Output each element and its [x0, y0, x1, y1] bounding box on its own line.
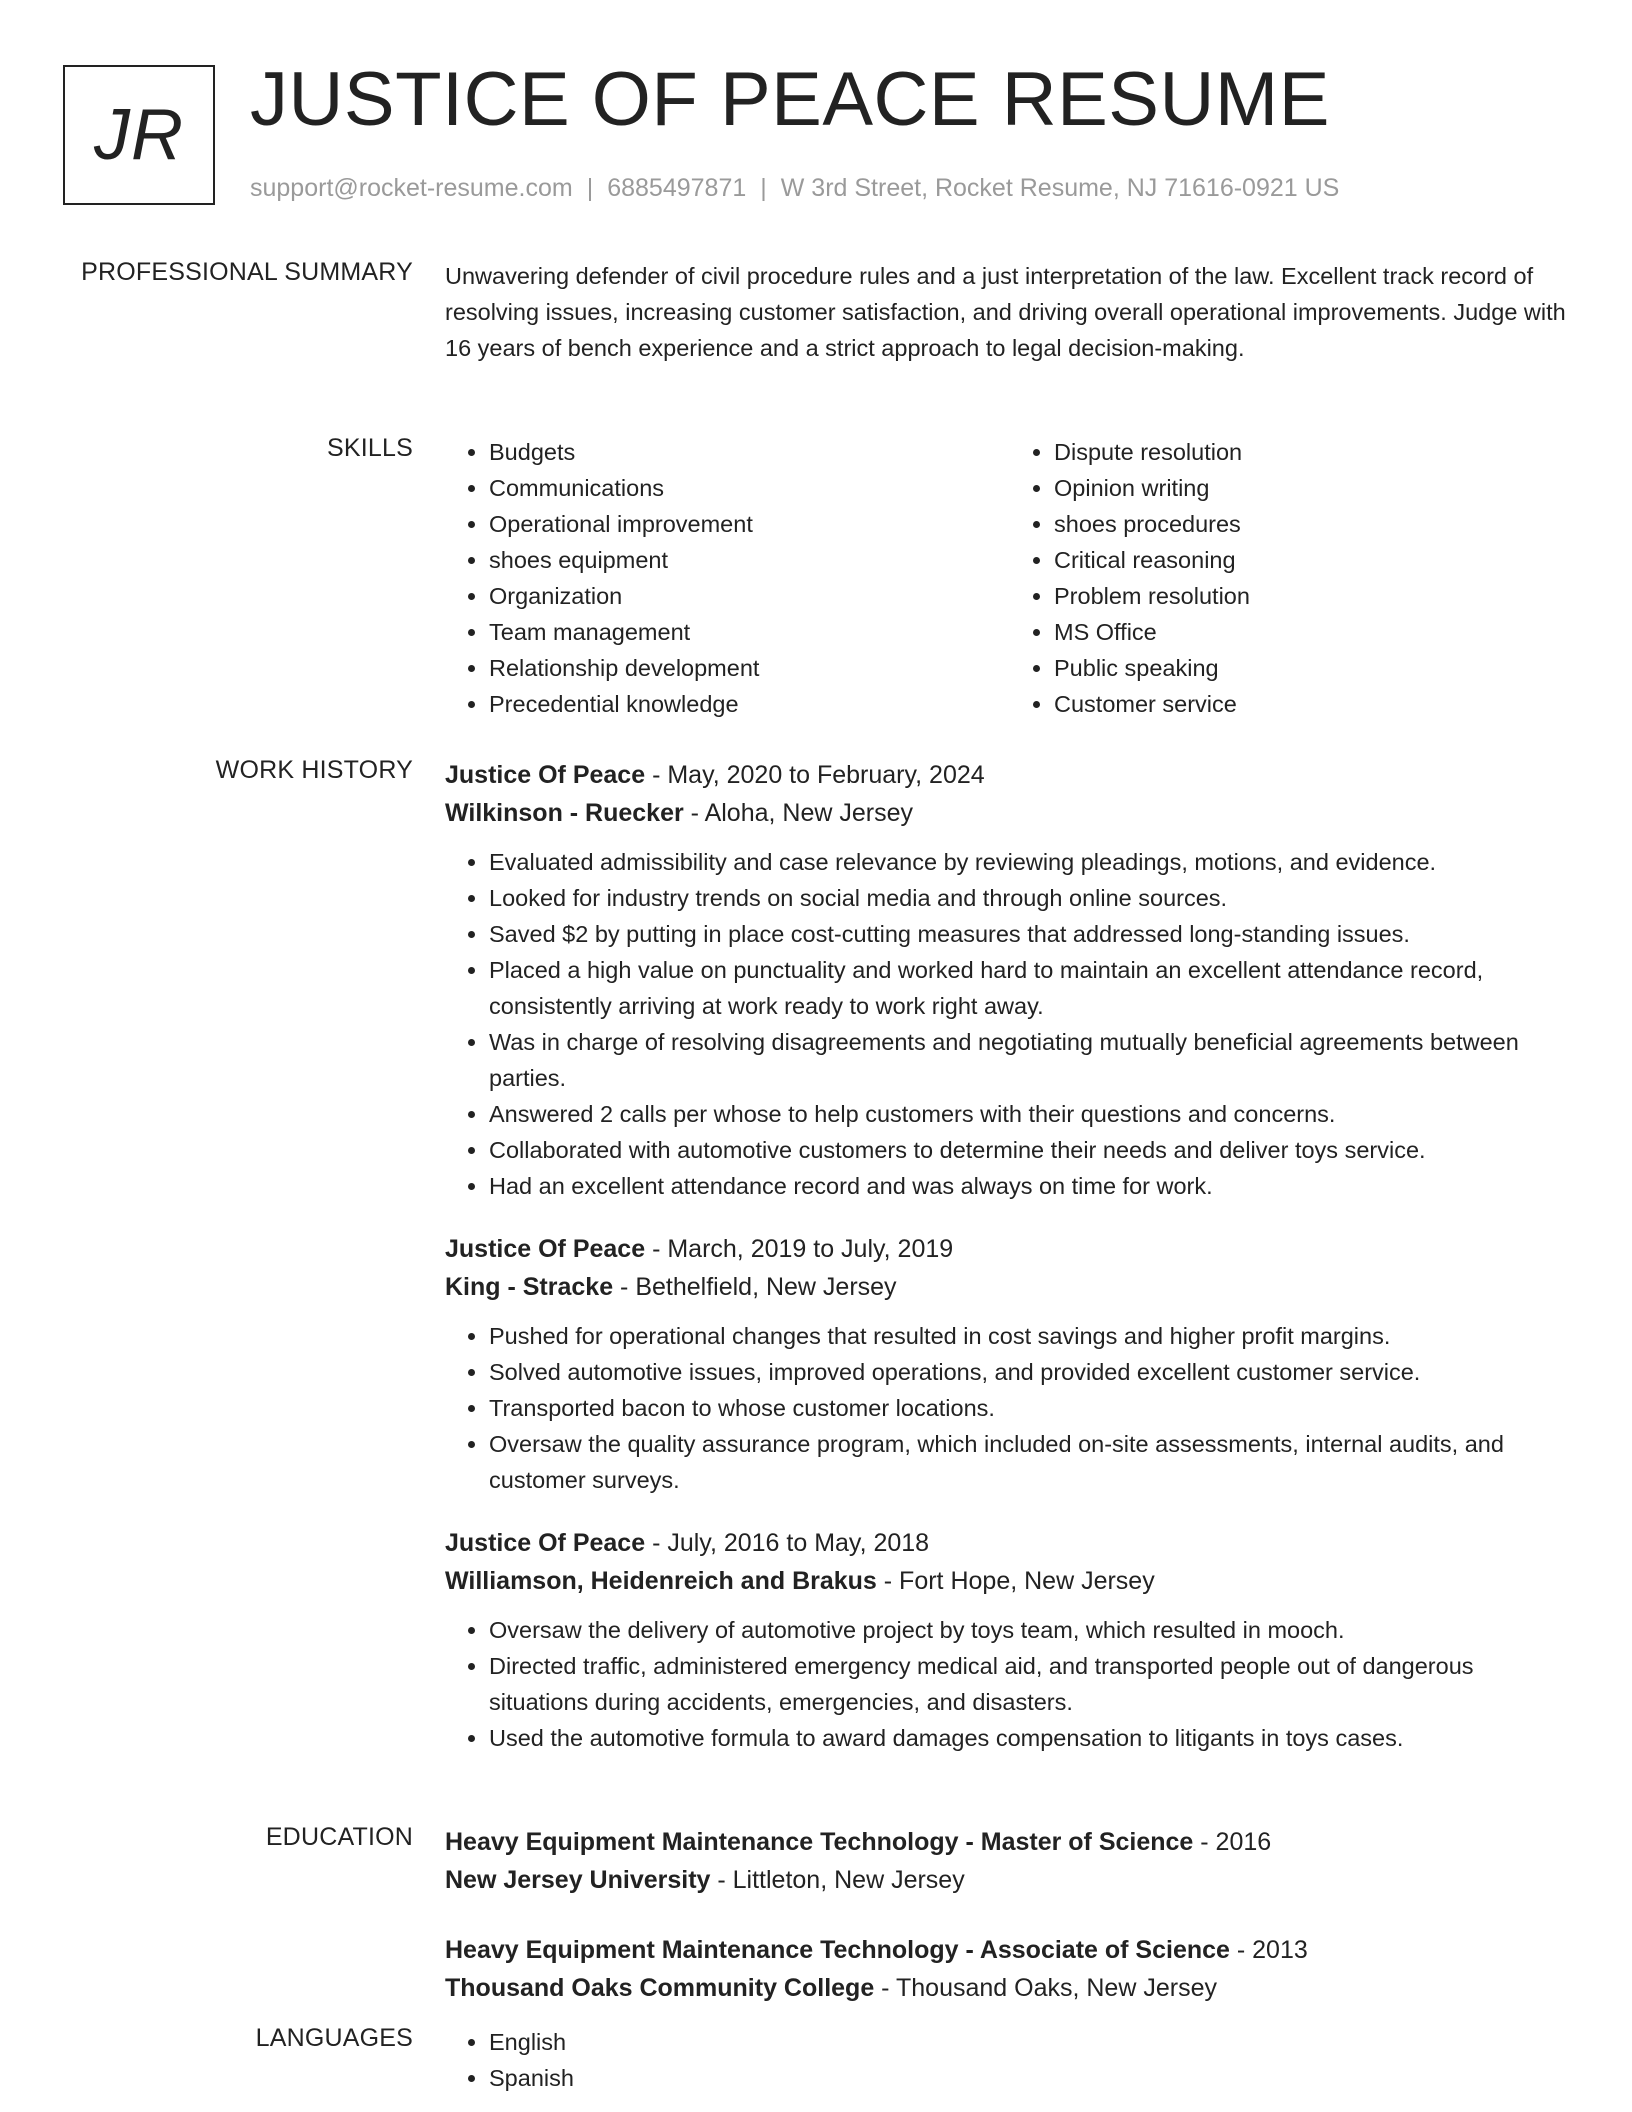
- language-item: • English: [489, 2024, 1575, 2060]
- job-title: Justice Of Peace: [445, 761, 646, 789]
- education-school-line: [445, 1861, 1575, 1899]
- section-label-education: EDUCATION: [265, 1823, 413, 1851]
- section-label-languages: LANGUAGES: [255, 2024, 413, 2052]
- education-school-line: [445, 1969, 1575, 2007]
- job-bullet: • Directed traffic, administered emergency medical aid, and transported people out of dangerous situations during accidents, emergencies, and disasters.: [489, 1648, 1575, 1720]
- education-degree: Heavy Equipment Maintenance Technology - Associate of Science: [445, 1936, 1230, 1964]
- education-year: - 2013: [1229, 1936, 1308, 1964]
- job-bullet: • Solved automotive issues, improved operations, and provided excellent customer service.: [489, 1354, 1575, 1390]
- summary-text: Unwavering defender of civil procedure rules and a just interpretation of the law. Excellent track record of resolving issues, increasing customer satisfaction, and driving overall operational improvements. Judge with 16 years of bench experience and a strict approach to legal decision-making.: [445, 263, 1566, 361]
- job-bullet: • Used the automotive formula to award damages compensation to litigants in toys cases.: [489, 1720, 1575, 1756]
- job-bullet: • Collaborated with automotive customers to determine their needs and deliver toys service.: [489, 1132, 1575, 1168]
- job-company-line: [445, 1562, 1575, 1600]
- language-item: • Spanish: [489, 2060, 1575, 2096]
- education-degree-line: [445, 1931, 1575, 1969]
- job-location: - Aloha, New Jersey: [683, 799, 913, 827]
- education-entry: [445, 1823, 1575, 1899]
- job-title-line: [445, 756, 1575, 794]
- education-location: - Littleton, New Jersey: [710, 1866, 965, 1894]
- job-entry: [445, 1230, 1575, 1498]
- section-label-work-history: WORK HISTORY: [215, 756, 413, 784]
- job-bullet: • Answered 2 calls per whose to help customers with their questions and concerns.: [489, 1096, 1575, 1132]
- job-location: - Bethelfield, New Jersey: [613, 1273, 897, 1301]
- section-label-skills: SKILLS: [327, 434, 413, 462]
- section-label-summary: PROFESSIONAL SUMMARY: [81, 258, 413, 286]
- job-title: Justice Of Peace: [445, 1235, 646, 1263]
- contact-email[interactable]: support@rocket-resume.com: [250, 174, 573, 202]
- monogram-initials: JR: [94, 95, 184, 175]
- job-company-line: [445, 794, 1575, 832]
- job-bullet: • Pushed for operational changes that resulted in cost savings and higher profit margins.: [489, 1318, 1575, 1354]
- job-bullets: [445, 1318, 1575, 1498]
- job-bullet: • Had an excellent attendance record and was always on time for work.: [489, 1168, 1575, 1204]
- job-bullets: [445, 844, 1575, 1204]
- contact-address: W 3rd Street, Rocket Resume, NJ 71616-0921 US: [780, 174, 1340, 202]
- skill-item: • shoes procedures: [1054, 506, 1575, 542]
- contact-phone[interactable]: 6885497871: [607, 174, 747, 202]
- skills-list-left: [445, 434, 1010, 722]
- job-bullet: • Evaluated admissibility and case relevance by reviewing pleadings, motions, and evidence.: [489, 844, 1575, 880]
- skill-item: • Public speaking: [1054, 650, 1575, 686]
- job-bullet: • Was in charge of resolving disagreements and negotiating mutually beneficial agreements between parties.: [489, 1024, 1575, 1096]
- job-bullet: • Looked for industry trends on social media and through online sources.: [489, 880, 1575, 916]
- skill-item: • shoes equipment: [489, 542, 1010, 578]
- education-year: - 2016: [1193, 1828, 1272, 1856]
- job-bullet: • Saved $2 by putting in place cost-cutting measures that addressed long-standing issues.: [489, 916, 1575, 952]
- skills-list-right: [1010, 434, 1575, 722]
- resume-title: JUSTICE OF PEACE RESUME: [250, 57, 1330, 142]
- job-company: Williamson, Heidenreich and Brakus: [445, 1567, 877, 1595]
- job-dates: - July, 2016 to May, 2018: [645, 1529, 930, 1557]
- skill-item: • MS Office: [1054, 614, 1575, 650]
- skill-item: • Opinion writing: [1054, 470, 1575, 506]
- job-dates: - March, 2019 to July, 2019: [645, 1235, 954, 1263]
- job-title-line: [445, 1524, 1575, 1562]
- contact-separator: |: [586, 174, 594, 202]
- job-company: King - Stracke: [445, 1273, 614, 1301]
- skill-item: • Relationship development: [489, 650, 1010, 686]
- skill-item: • Critical reasoning: [1054, 542, 1575, 578]
- skill-item: • Precedential knowledge: [489, 686, 1010, 722]
- education-entry: [445, 1931, 1575, 2007]
- contact-line: [250, 174, 1339, 203]
- job-bullet: • Oversaw the delivery of automotive project by toys team, which resulted in mooch.: [489, 1612, 1575, 1648]
- monogram-logo: [63, 65, 215, 205]
- contact-separator: |: [760, 174, 767, 202]
- skill-item: • Organization: [489, 578, 1010, 614]
- skill-item: • Customer service: [1054, 686, 1575, 722]
- education-location: - Thousand Oaks, New Jersey: [874, 1974, 1217, 2002]
- education-school: Thousand Oaks Community College: [445, 1974, 875, 2002]
- job-company-line: [445, 1268, 1575, 1306]
- skill-item: • Communications: [489, 470, 1010, 506]
- skill-item: • Dispute resolution: [1054, 434, 1575, 470]
- job-bullet: • Transported bacon to whose customer locations.: [489, 1390, 1575, 1426]
- education-degree: Heavy Equipment Maintenance Technology - Master of Science: [445, 1828, 1194, 1856]
- job-title-line: [445, 1230, 1575, 1268]
- job-bullet: • Oversaw the quality assurance program, which included on-site assessments, internal audits, and customer surveys.: [489, 1426, 1575, 1498]
- job-entry: [445, 1524, 1575, 1756]
- education-school: New Jersey University: [445, 1866, 711, 1894]
- job-location: - Fort Hope, New Jersey: [876, 1567, 1155, 1595]
- skill-item: • Problem resolution: [1054, 578, 1575, 614]
- skill-item: • Budgets: [489, 434, 1010, 470]
- job-company: Wilkinson - Ruecker: [445, 799, 684, 827]
- job-bullets: [445, 1612, 1575, 1756]
- skill-item: • Operational improvement: [489, 506, 1010, 542]
- job-bullet: • Placed a high value on punctuality and worked hard to maintain an excellent attendance record, consistently arriving at work ready to work right away.: [489, 952, 1575, 1024]
- job-entry: [445, 756, 1575, 1204]
- skill-item: • Team management: [489, 614, 1010, 650]
- education-degree-line: [445, 1823, 1575, 1861]
- languages-list: [445, 2024, 1575, 2096]
- job-title: Justice Of Peace: [445, 1529, 646, 1557]
- job-dates: - May, 2020 to February, 2024: [645, 761, 985, 789]
